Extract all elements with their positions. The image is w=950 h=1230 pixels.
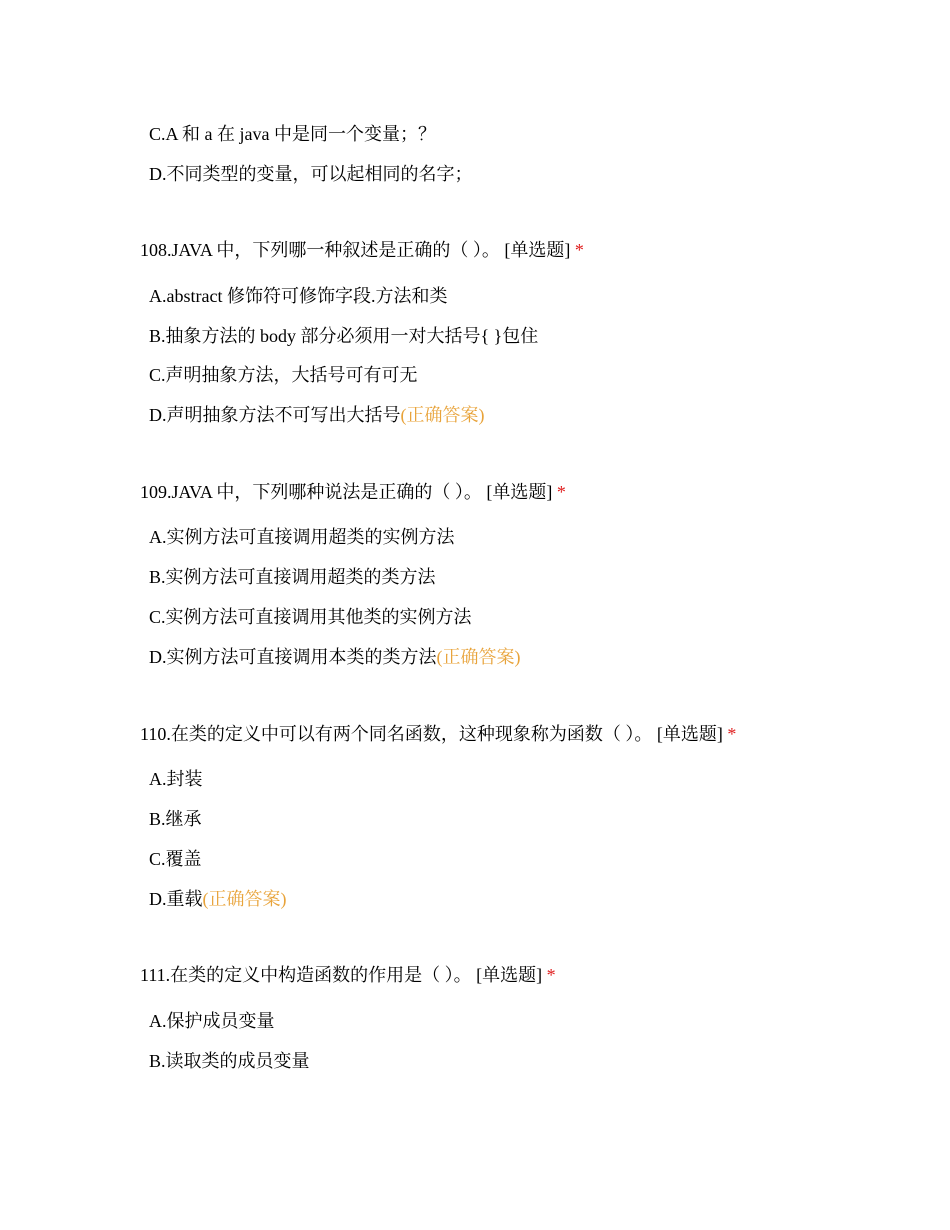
question-text: 110.在类的定义中可以有两个同名函数，这种现象称为函数（ ）。: [140, 724, 653, 744]
option-109-a: [149, 526, 455, 548]
option-text: C.实例方法可直接调用其他类的实例方法: [149, 607, 472, 627]
option-108-d: [149, 404, 485, 426]
correct-answer-label: (正确答案): [400, 405, 485, 425]
option-text: D.不同类型的变量，可以起相同的名字；: [149, 164, 473, 184]
correct-answer-label: (正确答案): [436, 647, 521, 667]
question-type-label: [单选题]: [656, 724, 723, 744]
option-108-b: [149, 325, 538, 347]
option-109-c: [149, 606, 472, 628]
question-type-label: [单选题]: [476, 965, 543, 985]
option-108-a: [149, 285, 447, 307]
option-text: B.读取类的成员变量: [149, 1051, 310, 1071]
option-108-c: [149, 364, 418, 386]
option-text: A.实例方法可直接调用超类的实例方法: [149, 527, 455, 547]
question-title-109: [140, 481, 566, 503]
option-111-b: [149, 1050, 310, 1072]
option-text: C.A 和 a 在 java 中是同一个变量；？: [149, 124, 436, 144]
option-text: A.封装: [149, 769, 203, 789]
option-text: D.实例方法可直接调用本类的类方法: [149, 647, 437, 667]
option-110-c: [149, 848, 202, 870]
option-text: A.abstract 修饰符可修饰字段.方法和类: [149, 286, 448, 306]
question-text: 108.JAVA 中，下列哪一种叙述是正确的（ ）。: [140, 240, 500, 260]
option-text: A.保护成员变量: [149, 1011, 275, 1031]
correct-answer-label: (正确答案): [202, 889, 287, 909]
option-110-d: [149, 888, 287, 910]
question-text: 109.JAVA 中，下列哪种说法是正确的（ ）。: [140, 482, 482, 502]
option-text: C.覆盖: [149, 849, 202, 869]
required-mark: *: [556, 482, 566, 502]
option-text: D.重载: [149, 889, 203, 909]
question-title-110: [140, 723, 736, 745]
required-mark: *: [574, 240, 584, 260]
option-110-a: [149, 768, 203, 790]
question-title-108: [140, 239, 584, 261]
option-110-b: [149, 808, 202, 830]
option-text: B.抽象方法的 body 部分必须用一对大括号{ }包住: [149, 326, 539, 346]
question-title-111: [140, 964, 556, 986]
option-109-d: [149, 646, 521, 668]
option-111-a: [149, 1010, 275, 1032]
required-mark: *: [546, 965, 556, 985]
option-text: C.声明抽象方法，大括号可有可无: [149, 365, 418, 385]
option-prev-c: [149, 123, 436, 145]
required-mark: *: [727, 724, 737, 744]
question-type-label: [单选题]: [504, 240, 571, 260]
option-prev-d: [149, 163, 473, 185]
question-text: 111.在类的定义中构造函数的作用是（ ）。: [140, 965, 472, 985]
option-109-b: [149, 566, 436, 588]
option-text: B.继承: [149, 809, 202, 829]
option-text: B.实例方法可直接调用超类的类方法: [149, 567, 436, 587]
option-text: D.声明抽象方法不可写出大括号: [149, 405, 401, 425]
question-type-label: [单选题]: [486, 482, 553, 502]
